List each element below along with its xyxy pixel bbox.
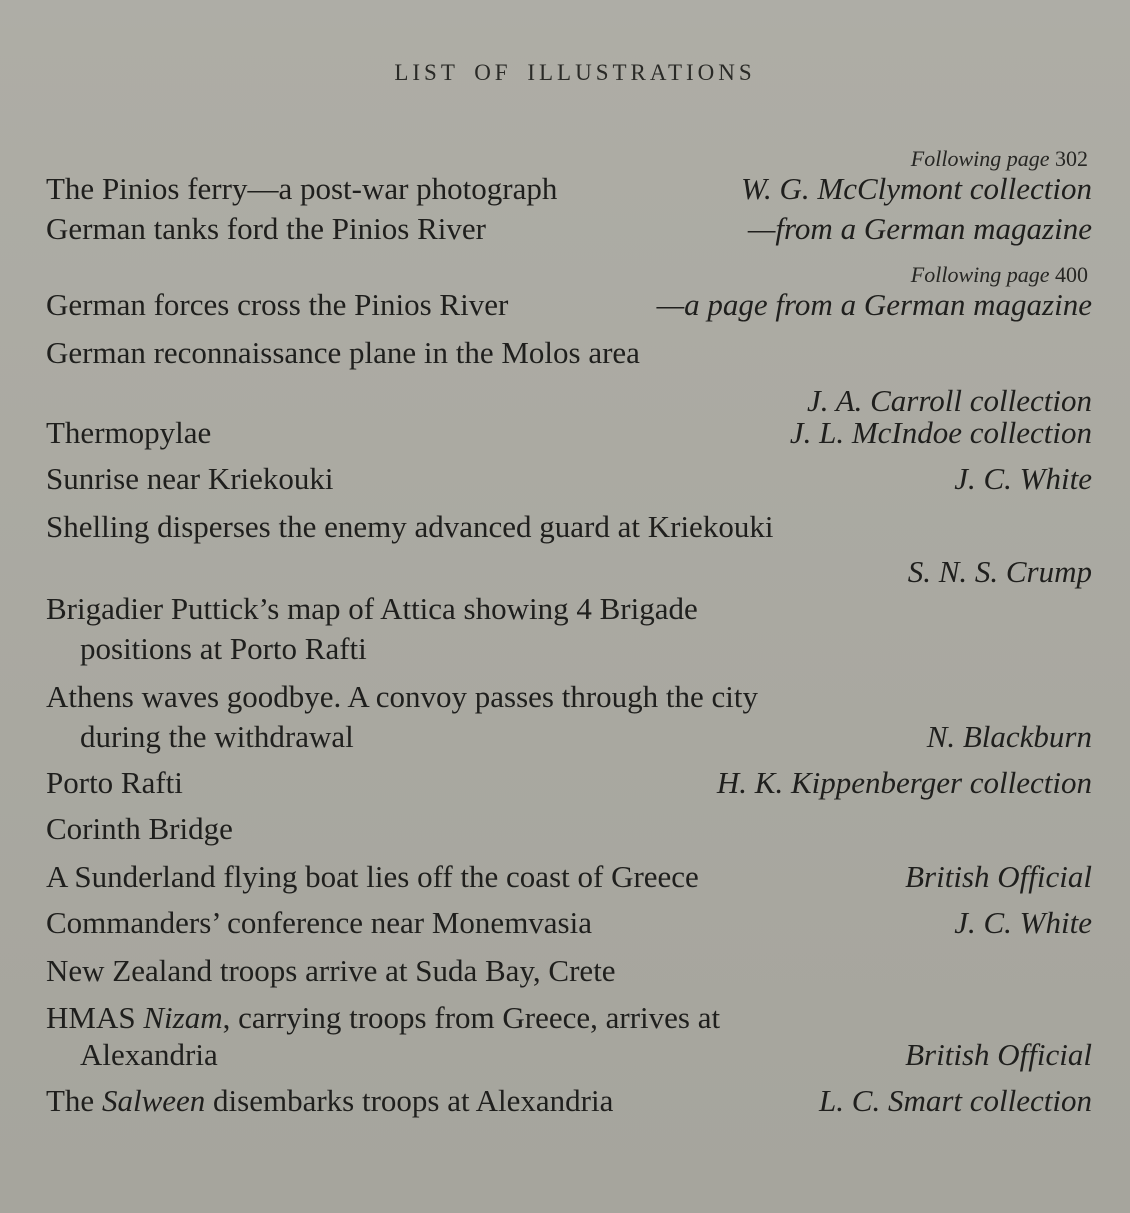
illustration-credit: H. K. Kippenberger collection [716,765,1092,800]
illustration-credit: J. A. Carroll collection [807,383,1092,418]
illustration-title-continued: Alexandria [80,1037,218,1072]
following-label: Following page [910,146,1050,171]
title-text-pre: The [46,1083,102,1118]
illustration-credit: L. C. Smart collection [819,1083,1092,1118]
illustration-title: Thermopylae [46,415,212,450]
illustration-title: German forces cross the Pinios River [46,287,509,322]
illustration-title-continued: during the withdrawal [80,719,354,754]
following-page-note [911,146,1088,172]
following-label: Following page [910,262,1050,287]
illustration-title: Corinth Bridge [46,811,233,846]
illustration-title: Athens waves goodbye. A convoy passes through the city [46,679,759,714]
illustration-title: The Pinios ferry—a post-war photograph [46,171,558,206]
illustration-title: Shelling disperses the enemy advanced guard at Kriekouki [46,509,774,544]
illustration-title: German reconnaissance plane in the Molos area [46,335,640,370]
illustration-credit: S. N. S. Crump [907,554,1092,589]
ship-name: Nizam [143,1000,223,1035]
illustration-credit: British Official [905,1037,1092,1072]
illustration-title [46,999,720,1037]
illustration-credit: J. C. White [954,461,1092,496]
page-heading: LIST OF ILLUSTRATIONS [394,60,756,85]
illustration-title: German tanks ford the Pinios River [46,211,486,246]
illustration-credit: N. Blackburn [926,719,1092,754]
illustration-title: A Sunderland flying boat lies off the coast of Greece [46,859,699,894]
illustration-credit: J. C. White [954,905,1092,940]
illustration-credit: British Official [905,859,1092,894]
illustration-credit: W. G. McClymont collection [741,171,1092,206]
title-text-pre: HMAS [46,1000,144,1035]
ship-name: Salween [101,1083,206,1118]
illustration-title: New Zealand troops arrive at Suda Bay, Crete [46,953,616,988]
illustration-title: Brigadier Puttick’s map of Attica showing 4 Brigade [46,591,698,626]
following-page-number: 302 [1055,146,1088,171]
illustration-title: Commanders’ conference near Monemvasia [46,905,592,940]
illustration-credit: J. L. McIndoe collection [789,415,1092,450]
illustration-title-continued: positions at Porto Rafti [80,631,367,666]
title-text-post: disembarks troops at Alexandria [205,1083,614,1118]
illustration-credit: —from a German magazine [747,211,1092,246]
title-text-post: , carrying troops from Greece, arrives at [222,1000,721,1035]
following-page-number: 400 [1055,262,1088,287]
illustration-credit: —a page from a German magazine [656,287,1092,322]
illustration-title [46,1082,613,1120]
illustration-title: Porto Rafti [46,765,183,800]
following-page-note [911,262,1088,288]
illustration-title: Sunrise near Kriekouki [46,461,334,496]
